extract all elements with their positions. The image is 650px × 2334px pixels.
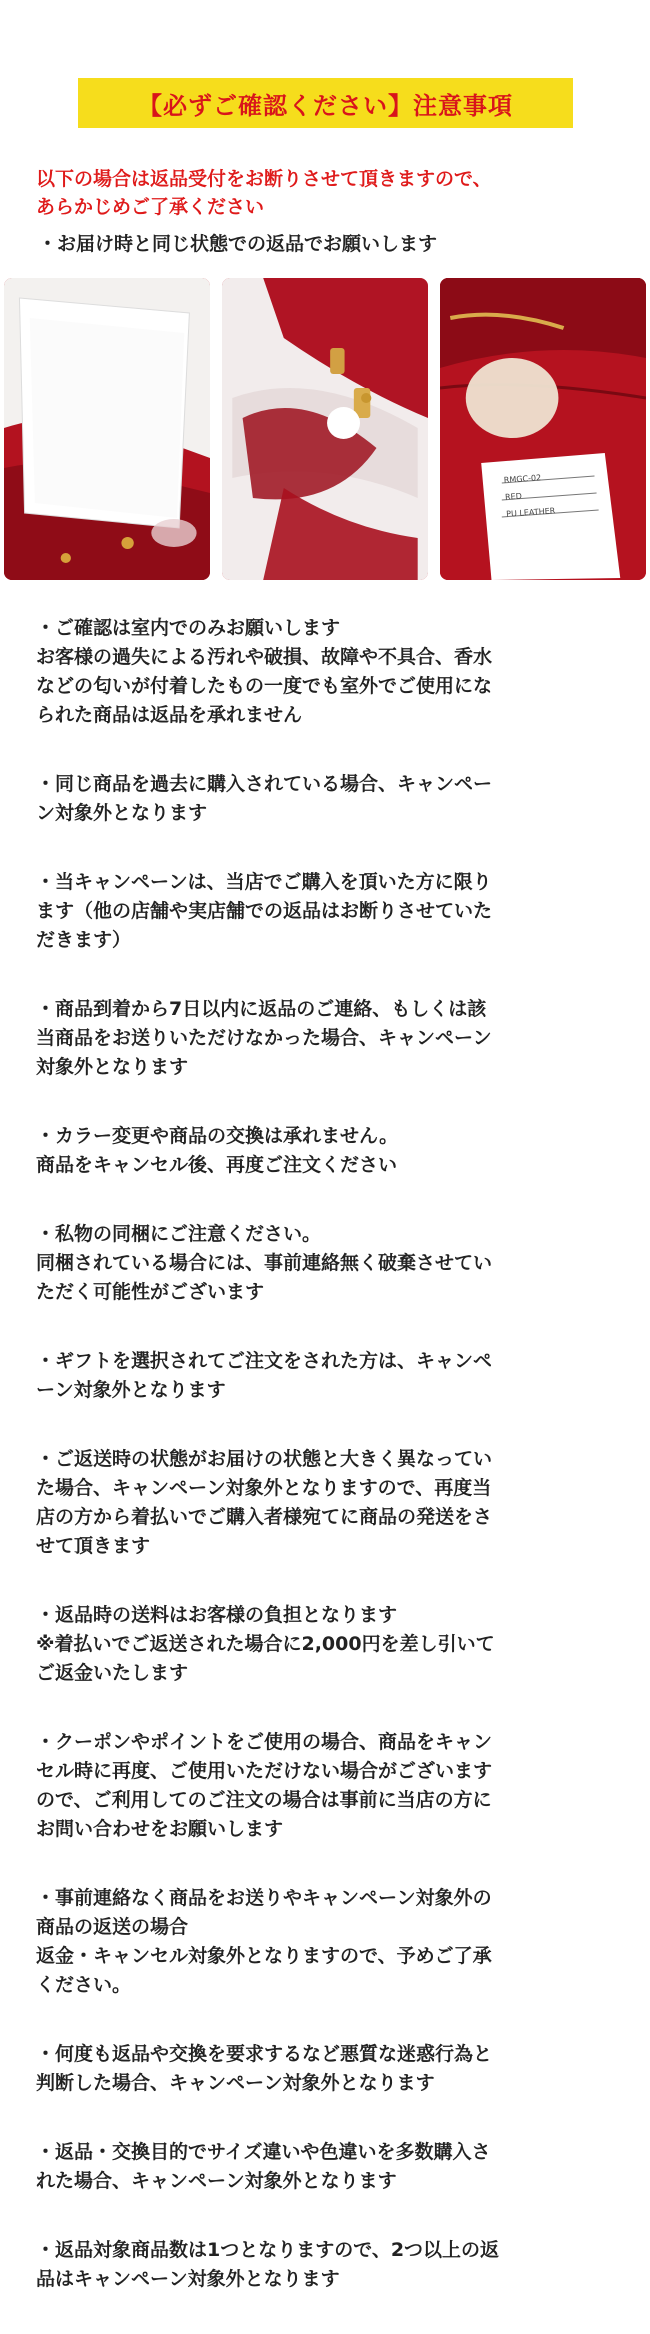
note-line: せて頂きます: [36, 1535, 151, 1557]
note-item: [36, 1601, 626, 1688]
note-line: ので、ご利用してのご注文の場合は事前に当店の方に: [36, 1789, 492, 1811]
note-item: [36, 1445, 626, 1561]
note-line: た場合、キャンペーン対象外となりますので、再度当: [36, 1477, 492, 1499]
note-item: [36, 995, 626, 1082]
note-item: [36, 614, 626, 730]
note-line: 品はキャンペーン対象外となります: [36, 2268, 340, 2290]
note-line: 対象外となります: [36, 1056, 189, 1078]
note-line: ご返金いたします: [36, 1662, 189, 1684]
note-item: [36, 1220, 626, 1307]
warning-text: [36, 165, 626, 221]
note-line: ・ご返送時の状態がお届けの状態と大きく異なってい: [36, 1448, 493, 1470]
warning-line: あらかじめご了承ください: [36, 196, 265, 218]
note-line: お問い合わせをお願いします: [36, 1818, 284, 1840]
note-line: ・商品到着から7日以内に返品のご連絡、もしくは該: [36, 998, 487, 1020]
note-item: [36, 770, 626, 828]
product-photo-strap: [222, 278, 428, 580]
note-line: ・返品時の送料はお客様の負担となります: [36, 1604, 398, 1626]
note-line: ます（他の店舗や実店舗での返品はお断りさせていた: [36, 900, 493, 922]
note-line: だきます）: [36, 929, 132, 951]
product-photo-paper: [4, 278, 210, 580]
note-line: ・当キャンペーンは、当店でご購入を頂いた方に限り: [36, 871, 492, 893]
note-line: 店の方から着払いでご購入者様宛てに商品の発送をさ: [36, 1506, 493, 1528]
note-item: [36, 868, 626, 955]
note-line: 商品の返送の場合: [36, 1916, 189, 1938]
note-line: ・同じ商品を過去に購入されている場合、キャンペー: [36, 773, 493, 795]
note-line: れた場合、キャンペーン対象外となります: [36, 2170, 397, 2192]
tag-color: RED: [504, 491, 523, 502]
lead-text: ・お届け時と同じ状態での返品でお願いします: [38, 233, 438, 255]
tag-code: RMGC-02: [503, 473, 542, 485]
note-item: [36, 1884, 626, 2000]
note-line: 商品をキャンセル後、再度ご注文ください: [36, 1154, 398, 1176]
note-line: セル時に再度、ご使用いただけない場合がございます: [36, 1760, 493, 1782]
note-line: られた商品は返品を承れません: [36, 704, 303, 726]
title-banner: [78, 78, 573, 128]
note-line: 同梱されている場合には、事前連絡無く破棄させてい: [36, 1252, 493, 1274]
product-photo-tag: [440, 278, 646, 580]
note-line: ・事前連絡なく商品をお送りやキャンペーン対象外の: [36, 1887, 492, 1909]
note-line: ・返品対象商品数は1つとなりますので、2つ以上の返: [36, 2239, 500, 2261]
note-item: [36, 1728, 626, 1844]
note-line: ・何度も返品や交換を要求するなど悪質な迷惑行為と: [36, 2043, 493, 2065]
note-line: ・ギフトを選択されてご注文をされた方は、キャンペ: [36, 1350, 493, 1372]
product-photos: [4, 278, 646, 580]
note-line: ・ご確認は室内でのみお願いします: [36, 617, 341, 639]
note-item: [36, 1122, 626, 1180]
note-line: 当商品をお送りいただけなかった場合、キャンペーン: [36, 1027, 492, 1049]
note-line: ・カラー変更や商品の交換は承れません。: [36, 1125, 399, 1147]
note-line: ただく可能性がございます: [36, 1281, 265, 1303]
note-line: ください。: [36, 1974, 132, 1996]
tag-material: PU LEATHER: [505, 506, 556, 519]
note-line: 判断した場合、キャンペーン対象外となります: [36, 2072, 435, 2094]
note-item: [36, 1347, 626, 1405]
note-line: ・返品・交換目的でサイズ違いや色違いを多数購入さ: [36, 2141, 491, 2163]
notes-list: [36, 614, 626, 2334]
note-line: ・私物の同梱にご注意ください。: [36, 1223, 322, 1245]
note-line: 返金・キャンセル対象外となりますので、予めご了承: [36, 1945, 492, 1967]
page-title: 【必ずご確認ください】注意事項: [138, 91, 513, 120]
warning-line: 以下の場合は返品受付をお断りさせて頂きますので、: [36, 168, 492, 190]
note-line: などの匂いが付着したもの一度でも室外でご使用にな: [36, 675, 493, 697]
note-item: [36, 2138, 626, 2196]
note-item: [36, 2040, 626, 2098]
note-item: [36, 2236, 626, 2294]
note-line: お客様の過失による汚れや破損、故障や不具合、香水: [36, 646, 493, 668]
note-line: ※着払いでご返送された場合に2,000円を差し引いて: [36, 1633, 495, 1655]
note-line: ・クーポンやポイントをご使用の場合、商品をキャン: [36, 1731, 493, 1753]
product-tag: [503, 468, 556, 522]
note-line: ン対象外となります: [36, 802, 208, 824]
note-line: ーン対象外となります: [36, 1379, 226, 1401]
